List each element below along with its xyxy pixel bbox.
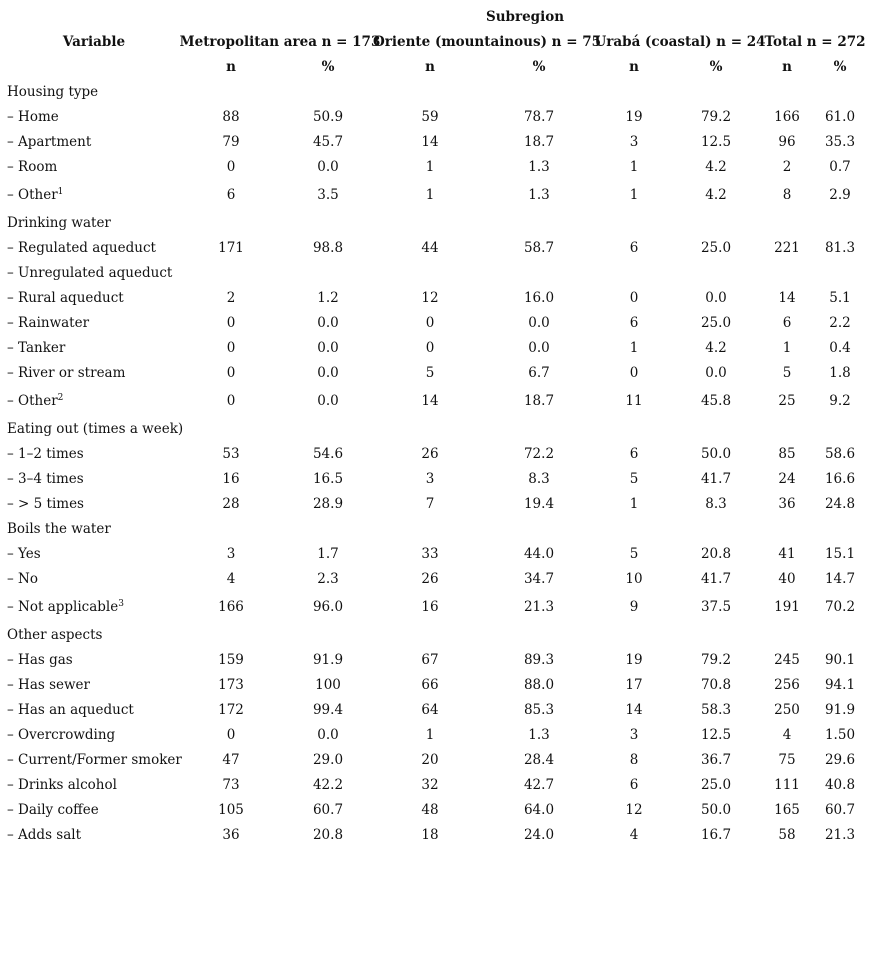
row-label: – Tanker <box>7 340 66 356</box>
percent-cell: 20.8 <box>700 546 732 562</box>
section-row <box>0 417 872 442</box>
row-label: – Room <box>7 159 58 175</box>
count-cell: 1 <box>629 340 639 356</box>
count-cell: 26 <box>421 446 439 462</box>
count-cell: 33 <box>421 546 439 562</box>
count-cell: 166 <box>218 599 244 615</box>
percent-cell: 28.9 <box>312 496 344 512</box>
sub-n-header: n <box>629 59 639 75</box>
column-header: Total n = 272 <box>764 34 866 50</box>
count-cell: 79 <box>222 134 240 150</box>
count-cell: 14 <box>625 702 643 718</box>
table-row <box>0 130 872 155</box>
count-cell: 9 <box>629 599 639 615</box>
count-cell: 105 <box>218 802 244 818</box>
row-label: – Yes <box>7 546 41 562</box>
count-cell: 4 <box>629 827 639 843</box>
count-cell: 6 <box>782 315 792 331</box>
table-row <box>0 442 872 467</box>
row-label: – Other$^1$ <box>7 187 64 203</box>
count-cell: 53 <box>222 446 240 462</box>
percent-cell: 21.3 <box>824 827 856 843</box>
count-cell: 166 <box>774 109 800 125</box>
percent-cell: 9.2 <box>829 393 851 409</box>
row-label: – Has gas <box>7 652 73 668</box>
count-cell: 2 <box>226 290 236 306</box>
percent-cell: 37.5 <box>700 599 732 615</box>
percent-cell: 0.0 <box>705 290 727 306</box>
percent-cell: 60.7 <box>312 802 344 818</box>
percent-cell: 70.8 <box>700 677 732 693</box>
percent-cell: 16.5 <box>312 471 344 487</box>
count-cell: 6 <box>629 777 639 793</box>
count-cell: 245 <box>774 652 800 668</box>
percent-cell: 89.3 <box>523 652 555 668</box>
section-row <box>0 623 872 648</box>
percent-cell: 0.0 <box>705 365 727 381</box>
percent-cell: 45.7 <box>312 134 344 150</box>
sub-pct-header: % <box>833 59 847 75</box>
count-cell: 16 <box>421 599 439 615</box>
percent-cell: 20.8 <box>312 827 344 843</box>
row-label: Boils the water <box>7 521 111 537</box>
percent-cell: 0.7 <box>829 159 851 175</box>
percent-cell: 40.8 <box>824 777 856 793</box>
count-cell: 14 <box>421 393 439 409</box>
percent-cell: 1.3 <box>528 187 550 203</box>
count-cell: 8 <box>782 187 792 203</box>
percent-cell: 44.0 <box>523 546 555 562</box>
table-row <box>0 567 872 592</box>
column-header: Oriente (mountainous) n = 75 <box>373 34 601 50</box>
percent-cell: 0.0 <box>317 727 339 743</box>
count-cell: 1 <box>629 187 639 203</box>
row-label: – Rural aqueduct <box>7 290 124 306</box>
percent-cell: 12.5 <box>700 727 732 743</box>
count-cell: 12 <box>421 290 439 306</box>
percent-cell: 50.0 <box>700 446 732 462</box>
sub-pct-header: % <box>532 59 546 75</box>
percent-cell: 14.7 <box>824 571 856 587</box>
percent-cell: 34.7 <box>523 571 555 587</box>
count-cell: 1 <box>425 727 435 743</box>
count-cell: 14 <box>778 290 796 306</box>
count-cell: 2 <box>782 159 792 175</box>
count-cell: 1 <box>425 187 435 203</box>
percent-cell: 41.7 <box>700 571 732 587</box>
count-cell: 24 <box>778 471 796 487</box>
percent-cell: 8.3 <box>528 471 550 487</box>
percent-cell: 72.2 <box>523 446 555 462</box>
percent-cell: 58.6 <box>824 446 856 462</box>
count-cell: 10 <box>625 571 643 587</box>
count-cell: 0 <box>629 365 639 381</box>
count-cell: 4 <box>226 571 236 587</box>
sub-n-header: n <box>226 59 236 75</box>
row-label: – Adds salt <box>7 827 82 843</box>
percent-cell: 79.2 <box>700 652 732 668</box>
percent-cell: 35.3 <box>824 134 856 150</box>
count-cell: 221 <box>774 240 800 256</box>
row-label: – Has sewer <box>7 677 90 693</box>
table-row <box>0 723 872 748</box>
count-cell: 172 <box>218 702 244 718</box>
percent-cell: 81.3 <box>824 240 856 256</box>
count-cell: 88 <box>222 109 240 125</box>
count-cell: 16 <box>222 471 240 487</box>
count-cell: 17 <box>625 677 643 693</box>
row-label: – > 5 times <box>7 496 84 512</box>
row-label: – Overcrowding <box>7 727 116 743</box>
row-label: – River or stream <box>7 365 126 381</box>
count-cell: 20 <box>421 752 439 768</box>
table-row <box>0 492 872 517</box>
row-label: – Not applicable$^3$ <box>7 599 124 615</box>
percent-cell: 0.0 <box>528 340 550 356</box>
header-column-row <box>0 30 872 55</box>
table-row <box>0 773 872 798</box>
table-row <box>0 361 872 386</box>
count-cell: 1 <box>629 159 639 175</box>
sub-pct-header: % <box>321 59 335 75</box>
count-cell: 165 <box>774 802 800 818</box>
count-cell: 19 <box>625 652 643 668</box>
count-cell: 0 <box>425 315 435 331</box>
row-label: – No <box>7 571 38 587</box>
footnote-marker: 1 <box>57 187 64 197</box>
count-cell: 0 <box>226 340 236 356</box>
column-header: Urabá (coastal) n = 24 <box>594 34 766 50</box>
percent-cell: 1.50 <box>824 727 856 743</box>
count-cell: 47 <box>222 752 240 768</box>
count-cell: 26 <box>421 571 439 587</box>
percent-cell: 64.0 <box>523 802 555 818</box>
count-cell: 25 <box>778 393 796 409</box>
count-cell: 0 <box>226 365 236 381</box>
percent-cell: 1.7 <box>317 546 339 562</box>
percent-cell: 91.9 <box>824 702 856 718</box>
percent-cell: 42.7 <box>523 777 555 793</box>
percent-cell: 91.9 <box>312 652 344 668</box>
count-cell: 5 <box>629 471 639 487</box>
percent-cell: 98.8 <box>312 240 344 256</box>
count-cell: 4 <box>782 727 792 743</box>
count-cell: 58 <box>778 827 796 843</box>
table-row <box>0 673 872 698</box>
count-cell: 85 <box>778 446 796 462</box>
header-subcolumn-row <box>0 55 872 80</box>
percent-cell: 16.7 <box>700 827 732 843</box>
table-row <box>0 823 872 848</box>
percent-cell: 2.3 <box>317 571 339 587</box>
percent-cell: 4.2 <box>705 159 727 175</box>
table-row <box>0 155 872 180</box>
row-label: Other aspects <box>7 627 103 643</box>
percent-cell: 0.0 <box>317 340 339 356</box>
count-cell: 1 <box>629 496 639 512</box>
column-header: Metropolitan area n = 173 <box>179 34 381 50</box>
table-row <box>0 698 872 723</box>
percent-cell: 78.7 <box>523 109 555 125</box>
count-cell: 0 <box>226 159 236 175</box>
count-cell: 3 <box>226 546 236 562</box>
row-label: – Rainwater <box>7 315 90 331</box>
row-label: – 1–2 times <box>7 446 84 462</box>
percent-cell: 5.1 <box>829 290 851 306</box>
percent-cell: 4.2 <box>705 340 727 356</box>
percent-cell: 41.7 <box>700 471 732 487</box>
percent-cell: 0.0 <box>317 159 339 175</box>
percent-cell: 96.0 <box>312 599 344 615</box>
percent-cell: 58.7 <box>523 240 555 256</box>
count-cell: 48 <box>421 802 439 818</box>
count-cell: 1 <box>425 159 435 175</box>
percent-cell: 0.0 <box>528 315 550 331</box>
percent-cell: 61.0 <box>824 109 856 125</box>
variable-header: Variable <box>62 34 126 50</box>
table-row <box>0 748 872 773</box>
percent-cell: 58.3 <box>700 702 732 718</box>
count-cell: 5 <box>782 365 792 381</box>
count-cell: 32 <box>421 777 439 793</box>
count-cell: 73 <box>222 777 240 793</box>
count-cell: 59 <box>421 109 439 125</box>
count-cell: 8 <box>629 752 639 768</box>
count-cell: 191 <box>774 599 800 615</box>
count-cell: 36 <box>222 827 240 843</box>
count-cell: 18 <box>421 827 439 843</box>
row-label: Housing type <box>7 84 99 100</box>
table-row <box>0 286 872 311</box>
section-row <box>0 261 872 286</box>
table-row <box>0 336 872 361</box>
percent-cell: 29.0 <box>312 752 344 768</box>
row-label: – Regulated aqueduct <box>7 240 156 256</box>
percent-cell: 70.2 <box>824 599 856 615</box>
count-cell: 3 <box>629 134 639 150</box>
percent-cell: 60.7 <box>824 802 856 818</box>
percent-cell: 45.8 <box>700 393 732 409</box>
count-cell: 44 <box>421 240 439 256</box>
percent-cell: 25.0 <box>700 240 732 256</box>
count-cell: 0 <box>629 290 639 306</box>
count-cell: 64 <box>421 702 439 718</box>
row-label: – 3–4 times <box>7 471 84 487</box>
percent-cell: 0.0 <box>317 393 339 409</box>
count-cell: 111 <box>774 777 800 793</box>
percent-cell: 88.0 <box>523 677 555 693</box>
percent-cell: 16.0 <box>523 290 555 306</box>
count-cell: 0 <box>226 315 236 331</box>
row-label: – Has an aqueduct <box>7 702 134 718</box>
table-row <box>0 311 872 336</box>
percent-cell: 24.8 <box>824 496 856 512</box>
percent-cell: 24.0 <box>523 827 555 843</box>
percent-cell: 18.7 <box>523 393 555 409</box>
percent-cell: 1.3 <box>528 727 550 743</box>
count-cell: 19 <box>625 109 643 125</box>
row-label: – Current/Former smoker <box>7 752 182 768</box>
row-label: – Daily coffee <box>7 802 99 818</box>
count-cell: 171 <box>218 240 244 256</box>
row-label: – Other$^2$ <box>7 393 64 409</box>
count-cell: 1 <box>782 340 792 356</box>
percent-cell: 2.9 <box>829 187 851 203</box>
count-cell: 256 <box>774 677 800 693</box>
table-row <box>0 386 872 417</box>
percent-cell: 50.0 <box>700 802 732 818</box>
row-label: – Home <box>7 109 59 125</box>
count-cell: 41 <box>778 546 796 562</box>
percent-cell: 12.5 <box>700 134 732 150</box>
percent-cell: 36.7 <box>700 752 732 768</box>
header-group-row <box>0 5 872 30</box>
percent-cell: 54.6 <box>312 446 344 462</box>
row-label: Eating out (times a week) <box>7 421 184 437</box>
percent-cell: 79.2 <box>700 109 732 125</box>
section-row <box>0 211 872 236</box>
subregion-header: Subregion <box>485 9 565 25</box>
percent-cell: 25.0 <box>700 315 732 331</box>
table-row <box>0 236 872 261</box>
row-label: – Drinks alcohol <box>7 777 117 793</box>
percent-cell: 0.4 <box>829 340 851 356</box>
count-cell: 96 <box>778 134 796 150</box>
count-cell: 3 <box>425 471 435 487</box>
percent-cell: 3.5 <box>317 187 339 203</box>
percent-cell: 100 <box>315 677 341 693</box>
count-cell: 3 <box>629 727 639 743</box>
percent-cell: 19.4 <box>523 496 555 512</box>
count-cell: 6 <box>629 315 639 331</box>
percent-cell: 50.9 <box>312 109 344 125</box>
percent-cell: 1.3 <box>528 159 550 175</box>
row-label: Drinking water <box>7 215 111 231</box>
percent-cell: 21.3 <box>523 599 555 615</box>
count-cell: 7 <box>425 496 435 512</box>
count-cell: 14 <box>421 134 439 150</box>
table-row <box>0 648 872 673</box>
sub-n-header: n <box>425 59 435 75</box>
table-row <box>0 592 872 623</box>
table-row <box>0 467 872 492</box>
count-cell: 28 <box>222 496 240 512</box>
row-label: – Apartment <box>7 134 92 150</box>
percent-cell: 6.7 <box>528 365 550 381</box>
percent-cell: 8.3 <box>705 496 727 512</box>
count-cell: 11 <box>625 393 643 409</box>
percent-cell: 85.3 <box>523 702 555 718</box>
count-cell: 0 <box>425 340 435 356</box>
count-cell: 0 <box>226 393 236 409</box>
count-cell: 159 <box>218 652 244 668</box>
percent-cell: 2.2 <box>829 315 851 331</box>
count-cell: 173 <box>218 677 244 693</box>
row-label: – Unregulated aqueduct <box>7 265 173 281</box>
count-cell: 67 <box>421 652 439 668</box>
section-row <box>0 517 872 542</box>
percent-cell: 18.7 <box>523 134 555 150</box>
count-cell: 66 <box>421 677 439 693</box>
percent-cell: 16.6 <box>824 471 856 487</box>
count-cell: 6 <box>629 240 639 256</box>
count-cell: 5 <box>629 546 639 562</box>
percent-cell: 90.1 <box>824 652 856 668</box>
count-cell: 36 <box>778 496 796 512</box>
count-cell: 0 <box>226 727 236 743</box>
percent-cell: 99.4 <box>312 702 344 718</box>
percent-cell: 42.2 <box>312 777 344 793</box>
count-cell: 12 <box>625 802 643 818</box>
percent-cell: 25.0 <box>700 777 732 793</box>
sub-pct-header: % <box>709 59 723 75</box>
count-cell: 75 <box>778 752 796 768</box>
count-cell: 6 <box>226 187 236 203</box>
sub-n-header: n <box>782 59 792 75</box>
count-cell: 6 <box>629 446 639 462</box>
table-row <box>0 798 872 823</box>
percent-cell: 29.6 <box>824 752 856 768</box>
section-row <box>0 80 872 105</box>
percent-cell: 1.8 <box>829 365 851 381</box>
percent-cell: 28.4 <box>523 752 555 768</box>
count-cell: 5 <box>425 365 435 381</box>
percent-cell: 0.0 <box>317 365 339 381</box>
table-row <box>0 542 872 567</box>
table-row <box>0 105 872 130</box>
percent-cell: 4.2 <box>705 187 727 203</box>
table-row <box>0 180 872 211</box>
footnote-marker: 3 <box>118 599 124 609</box>
percent-cell: 0.0 <box>317 315 339 331</box>
percent-cell: 94.1 <box>824 677 856 693</box>
count-cell: 250 <box>774 702 800 718</box>
footnote-marker: 2 <box>57 393 64 403</box>
percent-cell: 15.1 <box>824 546 856 562</box>
count-cell: 40 <box>778 571 796 587</box>
percent-cell: 1.2 <box>317 290 339 306</box>
